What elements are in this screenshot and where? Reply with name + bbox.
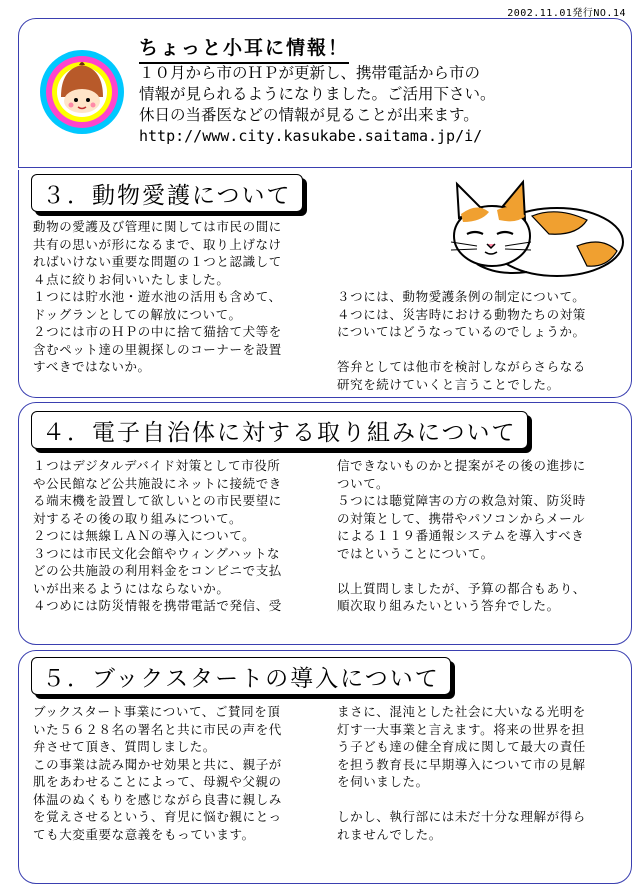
text-line: ２つには無線ＬＡＮの導入について。 bbox=[33, 528, 256, 543]
text-line: についてはどうなっているのでしょうか。 bbox=[337, 324, 586, 339]
text-line: ドッグランとしての解放について。 bbox=[33, 306, 242, 322]
text-line: しかし、執行部には未だ十分な理解が得ら bbox=[337, 809, 586, 824]
section-title: ３．動物愛護について bbox=[31, 174, 303, 212]
section-right-column bbox=[337, 288, 627, 393]
section-right-column bbox=[337, 703, 627, 843]
section-bookstart bbox=[18, 650, 632, 884]
issue-info: 2002.11.01発行NO.14 bbox=[507, 8, 626, 19]
text-line: １つには貯水池・遊水池の活用も含めて、 bbox=[33, 289, 282, 304]
notice-box bbox=[18, 18, 632, 168]
section-title: ４．電子自治体に対する取り組みについて bbox=[31, 411, 528, 449]
text-line: ４つめには防災情報を携帯電話で発信、受 bbox=[33, 598, 282, 613]
notice-title: ちょっと小耳に情報！ bbox=[139, 33, 349, 64]
text-line: 体温のぬくもりを感じながら良書に親しみ bbox=[33, 791, 282, 807]
text-line: 答弁としては他市を検討しながらさらなる bbox=[337, 359, 586, 374]
text-line: まさに、混沌とした社会に大いなる光明を bbox=[337, 704, 586, 719]
text-line: いが出来るようにはならないか。 bbox=[33, 580, 230, 596]
text-line: この事業は読み聞かせ効果と共に、親子が bbox=[33, 756, 282, 772]
text-line: 研究を続けていくと言うことでした。 bbox=[337, 376, 560, 392]
text-line: ればいけない重要な問題の１つと認識して bbox=[33, 254, 282, 269]
text-line: 含むペット達の里親探しのコーナーを設置 bbox=[33, 341, 282, 357]
text-line: ではということについて。 bbox=[337, 545, 494, 561]
text-line: や公民館など公共施設にネットに接続でき bbox=[33, 475, 282, 491]
text-line: ３つには市民文化会館やウィングハットな bbox=[33, 545, 281, 561]
section-left-column bbox=[33, 218, 333, 376]
sleeping-cat-illustration bbox=[437, 176, 627, 284]
text-line: 動物の愛護及び管理に関しては市民の間に bbox=[33, 219, 282, 234]
text-line: ブックスタート事業について、ご賛同を頂 bbox=[33, 704, 281, 719]
text-line: 信できないものかと提案がその後の進捗に bbox=[337, 458, 586, 473]
notice-line: １０月から市のＨＰが更新し、携帯電話から市の bbox=[139, 64, 481, 82]
text-line: 対するその後の取り組みについて。 bbox=[33, 510, 243, 526]
notice-url-link[interactable]: http://www.city.kasukabe.saitama.jp/i/ bbox=[139, 127, 483, 145]
text-line: 灯す一大事業と言えます。将来の世界を担 bbox=[337, 721, 585, 737]
text-line: ４点に絞りお伺いいたしました。 bbox=[33, 271, 230, 287]
text-line: いた５６２８名の署名と共に市民の声を代 bbox=[33, 721, 282, 737]
section-e-government bbox=[18, 402, 632, 645]
text-line: ４つには、災害時における動物たちの対策 bbox=[337, 306, 586, 322]
text-line: れませんでした。 bbox=[337, 826, 442, 842]
section-left-column bbox=[33, 457, 333, 615]
chestnut-logo-icon bbox=[37, 47, 127, 137]
text-line: ても大変重要な意義をもっています。 bbox=[33, 826, 255, 842]
notice-line: 情報が見られるようになりました。ご活用下さい。 bbox=[139, 85, 496, 103]
text-line: 弁させて頂き、質問しました。 bbox=[33, 739, 216, 754]
text-line: う子ども達の健全育成に関して最大の責任 bbox=[337, 739, 586, 754]
text-line: 肌をあわせることによって、母親や父親の bbox=[33, 774, 282, 789]
notice-line: 休日の当番医などの情報が見ることが出来ます。 bbox=[139, 106, 479, 124]
text-line: どの公共施設の利用料金をコンビニで支払 bbox=[33, 563, 282, 578]
text-line: 共有の思いが形になるまで、取り上げなけ bbox=[33, 236, 282, 252]
text-line: を覚えさせるという、育児に悩む親にとっ bbox=[33, 809, 282, 824]
section-left-column bbox=[33, 703, 333, 843]
text-line: の対策として、携帯やパソコンからメール bbox=[337, 510, 586, 526]
text-line: 順次取り組みたいという答弁でした。 bbox=[337, 598, 560, 613]
text-line: による１１９番通報システムを導入すべき bbox=[337, 528, 585, 543]
text-line: ２つには市のＨＰの中に捨て猫捨て犬等を bbox=[33, 324, 282, 339]
section-right-column bbox=[337, 457, 627, 615]
text-line: る端末機を設置して欲しいとの市民要望に bbox=[33, 493, 282, 508]
text-line: を伺いました。 bbox=[337, 774, 429, 789]
section-title: ５．ブックスタートの導入について bbox=[31, 657, 451, 695]
text-line: すべきではないか。 bbox=[33, 359, 151, 374]
text-line: ３つには、動物愛護条例の制定について。 bbox=[337, 289, 586, 304]
text-line: ５つには聴覚障害の方の救急対策、防災時 bbox=[337, 493, 586, 508]
text-line: を担う教育長に早期導入について市の見解 bbox=[337, 756, 586, 772]
text-line: 以上質問しましたが、予算の都合もあり、 bbox=[337, 580, 586, 596]
text-line: ついて。 bbox=[337, 475, 390, 491]
notice-body bbox=[139, 63, 619, 147]
section-animal-welfare bbox=[18, 170, 632, 398]
text-line: １つはデジタルデバイド対策として市役所 bbox=[33, 458, 281, 473]
